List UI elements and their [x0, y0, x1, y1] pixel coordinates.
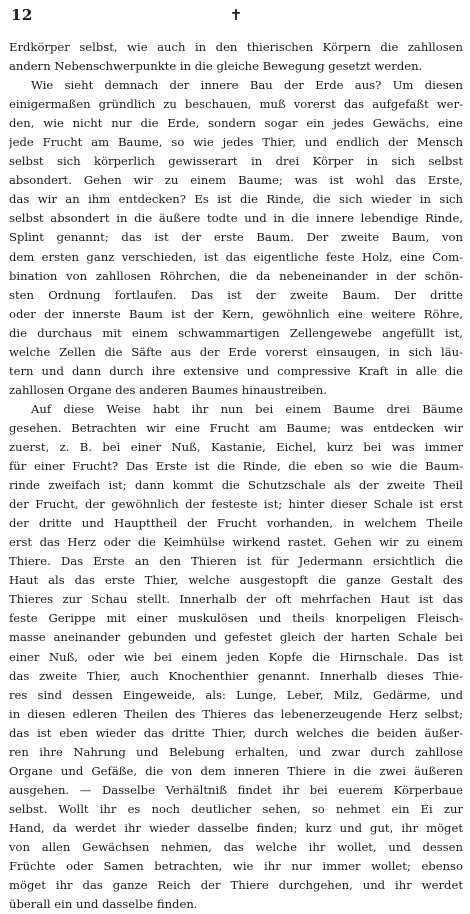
text-line: gesehen. Betrachten wir eine Frucht am Baume; was entdecken wir	[9, 420, 463, 435]
text-line: zuerst, z. B. bei einer Nuß, Kastanie, Eichel, kurz bei was immer	[9, 439, 463, 454]
text-line: ausgehen. — Dasselbe Verhältniß findet ihr bei euerem Körperbaue	[9, 782, 463, 797]
text-line: der dritte und Haupttheil der Frucht vorhanden, in welchem Theile	[9, 516, 463, 531]
text-line: Thiere. Das Erste an den Thieren ist für Jedermann ersichtlich die	[9, 554, 463, 569]
text-line: welche Zellen die Säfte aus der Erde vorerst einsaugen, in sich läu-	[9, 344, 463, 359]
text-line: oder der innerste Baum ist der Kern, gewöhnlich eine weitere Röhre,	[9, 306, 463, 321]
text-line: möget ihr das ganze Reich der Thiere durchgehen, und ihr werdet	[9, 878, 463, 893]
text-line: dem ersten ganz verschieden, ist das eigentliche feste Holz, eine Com-	[9, 249, 463, 264]
text-line: Splint genannt; das ist der erste Baum. Der zweite Baum, von	[9, 230, 463, 245]
text-line: sten Ordnung fortlaufen. Das ist der zweite Baum. Der dritte	[9, 287, 463, 302]
text-line: bination von zahllosen Röhrchen, die da nebeneinander in der schön-	[9, 268, 463, 283]
text-line: das wir an ihm entdecken? Es ist die Rinde, die sich wieder in sich	[9, 192, 463, 207]
text-line: masse aneinander gebunden und gefestet gleich der harten Schale bei	[9, 630, 463, 645]
text-line: jede Frucht am Baume, so wie jedes Thier, und endlich der Mensch	[9, 135, 463, 150]
text-line: andern Nebenschwerpunkte in die gleiche Bewegung gesetzt werden.	[9, 59, 423, 74]
text-line: Hand, da werdet ihr wieder dasselbe finden; kurz und gut, ihr möget	[9, 820, 463, 835]
text-line: das zweite Thier, auch Knochenthier genannt. Innerhalb dieses Thie-	[9, 668, 463, 683]
text-line: Früchte oder Samen betrachten, wie ihr nur immer wollet; ebenso	[9, 859, 463, 874]
body-text	[9, 38, 463, 914]
text-line: Auf diese Weise habt ihr nun bei einem Baume drei Bäume	[31, 401, 463, 416]
text-line: Wie sieht demnach der innere Bau der Erde aus? Um diesen	[31, 78, 463, 93]
text-line: Haut als das erste Thier, welche ausgestopft die ganze Gestalt des	[9, 573, 463, 588]
text-line: in diesen edleren Theilen des Thieres das lebenerzeugende Herz selbst;	[9, 706, 463, 721]
text-line: Thieres zur Schau stellt. Innerhalb der oft mehrfachen Haut ist das	[9, 592, 463, 607]
page-header	[9, 6, 463, 30]
text-line: res sind dessen Eingeweide, als: Lunge, Leber, Milz, Gedärme, und	[9, 687, 463, 702]
text-line: Organe und Gefäße, die von dem inneren Thiere in die zwei äußeren	[9, 763, 463, 778]
text-line: tern und dann durch ihre extensive und compressive Kraft in alle die	[9, 363, 463, 378]
text-line: absondert. Gehen wir zu einem Baume; was ist wohl das Erste,	[9, 173, 463, 188]
text-line: Erdkörper selbst, wie auch in den thierischen Körpern die zahllosen	[9, 40, 463, 54]
text-line: einer Nuß, oder wie bei einem jeden Kopfe die Hirnschale. Das ist	[9, 649, 463, 664]
text-line: überall ein und dasselbe finden.	[9, 897, 198, 912]
text-line: von allen Gewächsen nehmen, das welche ihr wollet, und dessen	[9, 839, 463, 854]
text-line: zahllosen Organe des anderen Baumes hinaustreiben.	[9, 382, 327, 397]
text-line: feste Gerippe mit einer muskulösen und theils knorpeligen Fleisch-	[9, 611, 463, 626]
text-line: für einer Frucht? Das Erste ist die Rinde, die eben so wie die Baum-	[9, 459, 463, 474]
text-line: erst das Herz oder die Keimhülse wirkend rastet. Gehen wir zu einem	[9, 535, 463, 550]
text-line: rinde zweifach ist; dann kommt die Schutzschale als der zweite Theil	[9, 478, 463, 493]
text-line: den, wie nicht nur die Erde, sondern sogar ein jedes Gewächs, eine	[9, 116, 463, 131]
text-line: ren ihre Nahrung und Belebung erhalten, und zwar durch zahllose	[9, 744, 463, 759]
text-line: selbst. Wollt ihr es noch deutlicher sehen, so nehmet ein Ei zur	[9, 801, 463, 816]
text-line: selbst sich körperlich gewisserart in drei Körper in sich selbst	[9, 154, 463, 169]
text-line: selbst absondert in die äußere todte und in die innere lebendige Rinde,	[9, 211, 463, 226]
text-line: einigermaßen gründlich zu beschauen, muß vorerst das aufgefaßt wer-	[9, 97, 463, 112]
page-number: 12	[11, 6, 33, 24]
cross-ornament-icon: ✝	[229, 6, 243, 24]
text-line: die durchaus mit einem schwammartigen Zellengewebe angefüllt ist,	[9, 325, 463, 340]
text-line: der Frucht, der gewöhnlich der festeste ist; hinter dieser Schale ist erst	[9, 497, 463, 512]
text-line: das ist eben wieder das dritte Thier, durch welches die beiden äußer-	[9, 725, 463, 740]
